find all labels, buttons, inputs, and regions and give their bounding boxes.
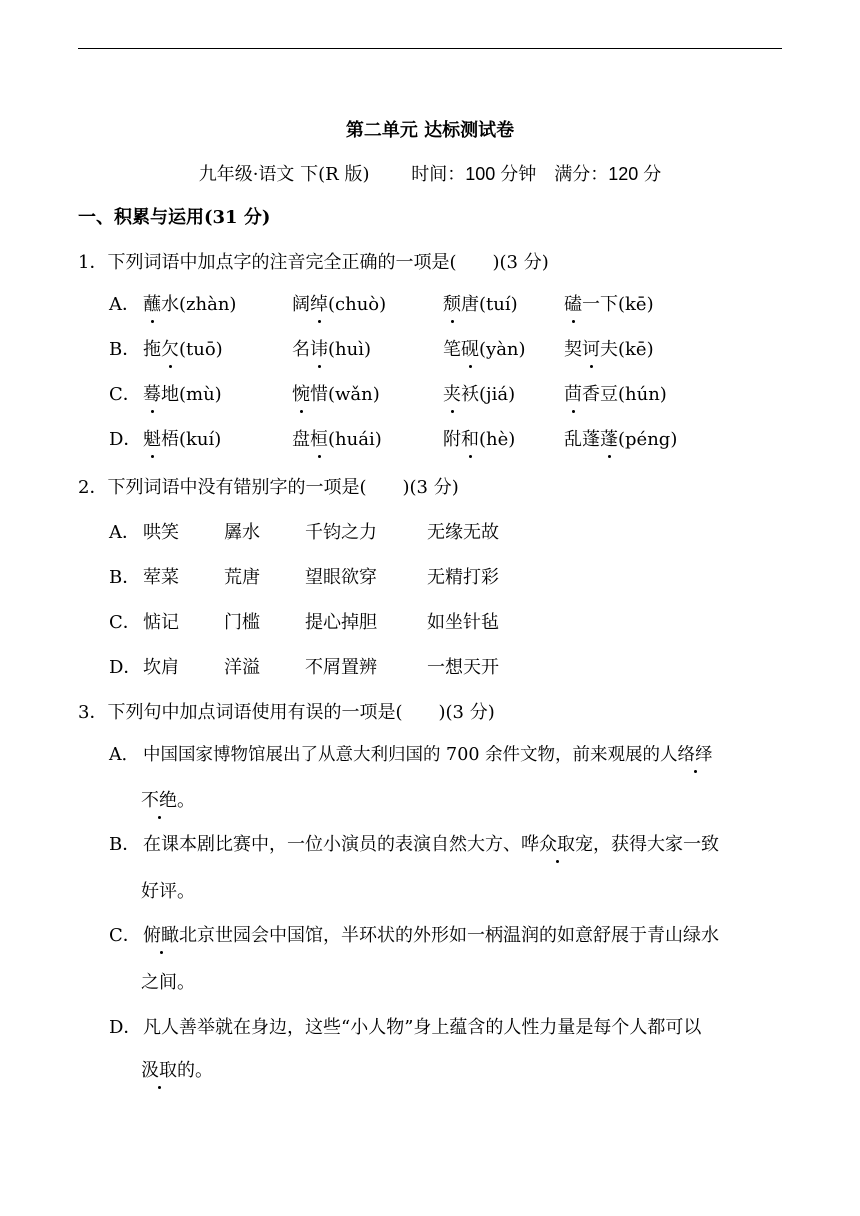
option-letter: D．	[109, 1017, 142, 1038]
q1-c-word-4: 茴香豆(hún)	[564, 384, 667, 405]
option-letter: D．	[109, 657, 142, 678]
option-letter: C．	[109, 612, 141, 633]
q3-option-d-cont: 汲取的。	[141, 1060, 213, 1081]
q3-option-a[interactable]	[109, 743, 713, 767]
q1-d-word-4: 乱蓬蓬(péng)	[564, 429, 678, 450]
q3-option-a-cont: 不绝。	[141, 790, 195, 811]
q2-a-word-1: 哄笑	[143, 522, 179, 543]
q2-b-word-3: 望眼欲穿	[305, 567, 377, 588]
q2-option-b[interactable]	[109, 566, 499, 590]
q1-d-word-3: 附和(hè)	[443, 429, 516, 450]
q1-b-word-1: 拖欠(tuō)	[143, 339, 223, 360]
q1-b-word-4: 契诃夫(kē)	[564, 339, 654, 360]
q1-d-word-1: 魁梧(kuí)	[143, 429, 222, 450]
q1-a-word-1: 蘸水(zhàn)	[143, 294, 237, 315]
q1-option-c[interactable]	[109, 383, 667, 407]
q1-option-b[interactable]	[109, 338, 654, 362]
option-letter: A．	[109, 294, 140, 315]
exam-meta	[0, 160, 860, 186]
q3-d-text: 凡人善举就在身边，这些“小人物”身上蕴含的人性力量是每个人都可以	[143, 1017, 702, 1038]
meta-score-value: 120 分	[608, 164, 662, 184]
q2-option-a[interactable]	[109, 521, 499, 545]
option-letter: B．	[109, 567, 141, 588]
q3-d-dotted: 汲取	[141, 1060, 177, 1081]
q2-d-word-3: 不屑置辨	[305, 657, 377, 678]
q1-a-word-4: 磕一下(kē)	[564, 294, 654, 315]
q3-b-dotted: 哗众取宠	[521, 834, 593, 855]
option-letter: B．	[109, 834, 141, 855]
option-letter: C．	[109, 925, 141, 946]
question-1-stem: 1．下列词语中加点字的注音完全正确的一项是( )(3 分)	[78, 252, 549, 273]
q3-option-b-cont: 好评。	[141, 881, 195, 902]
q1-b-word-3: 笔砚(yàn)	[443, 339, 526, 360]
q2-d-word-1: 坎肩	[143, 657, 179, 678]
q2-a-word-3: 千钧之力	[305, 522, 377, 543]
q3-option-c-cont: 之间。	[141, 972, 195, 993]
q3-option-d[interactable]	[109, 1016, 701, 1040]
q2-b-word-4: 无精打彩	[427, 567, 499, 588]
q1-a-word-3: 颓唐(tuí)	[443, 294, 518, 315]
q1-c-word-1: 蓦地(mù)	[143, 384, 222, 405]
header-rule	[78, 48, 782, 49]
option-letter: B．	[109, 339, 141, 360]
q2-c-word-3: 提心掉胆	[305, 612, 377, 633]
q3-c-dotted: 俯瞰	[143, 925, 179, 946]
q2-c-word-4: 如坐针毡	[427, 612, 499, 633]
q1-b-word-2: 名讳(huì)	[292, 339, 371, 360]
q2-d-word-4: 一想天开	[427, 657, 499, 678]
meta-score-label: 满分：	[554, 164, 609, 185]
q3-a-dotted-2: 不绝	[141, 790, 177, 811]
q2-a-word-4: 无缘无故	[427, 522, 499, 543]
q3-option-b[interactable]: B． 在课本剧比赛中，一位小演员的表演自然大方、哗众取宠，获得大家一致	[109, 834, 719, 855]
q1-option-a[interactable]	[109, 293, 654, 317]
q2-c-word-2: 门槛	[224, 612, 260, 633]
q2-option-d[interactable]	[109, 656, 499, 680]
q1-c-word-2: 惋惜(wǎn)	[292, 384, 380, 405]
question-3-stem: 3．下列句中加点词语使用有误的一项是( )(3 分)	[78, 702, 495, 723]
q2-d-word-2: 洋溢	[224, 657, 260, 678]
question-2-stem: 2．下列词语中没有错别字的一项是( )(3 分)	[78, 477, 459, 498]
q3-b-text: 在课本剧比赛中，一位小演员的表演自然大方、	[143, 834, 521, 855]
q2-b-word-1: 荤菜	[143, 567, 179, 588]
q1-a-word-2: 阔绰(chuò)	[292, 294, 387, 315]
meta-grade: 九年级·语文 下(R 版)	[198, 164, 370, 185]
q3-a-dotted-1: 络绎	[677, 745, 713, 765]
q1-option-d[interactable]	[109, 428, 678, 452]
q3-c-text: 北京世园会中国馆，半环状的外形如一柄温润的如意舒展于青山绿水	[179, 925, 719, 946]
q1-c-word-3: 夹袄(jiá)	[443, 384, 516, 405]
option-letter: C．	[109, 384, 141, 405]
exam-title: 第二单元 达标测试卷	[345, 120, 515, 141]
section-heading: 一、积累与运用(31 分)	[78, 207, 271, 228]
meta-time-value: 100 分钟	[465, 164, 537, 184]
q3-option-c[interactable]	[109, 924, 719, 948]
option-letter: A．	[109, 745, 140, 765]
q2-option-c[interactable]	[109, 611, 499, 635]
q1-d-word-2: 盘桓(huái)	[292, 429, 382, 450]
q3-a-text: 中国国家博物馆展出了从意大利归国的 700 余件文物，前来观展的人	[143, 745, 678, 765]
meta-time-label: 时间：	[411, 164, 466, 185]
q2-c-word-1: 惦记	[143, 612, 179, 633]
q2-a-word-2: 羼水	[224, 522, 260, 543]
option-letter: A．	[109, 522, 140, 543]
option-letter: D．	[109, 429, 142, 450]
q2-b-word-2: 荒唐	[224, 567, 260, 588]
